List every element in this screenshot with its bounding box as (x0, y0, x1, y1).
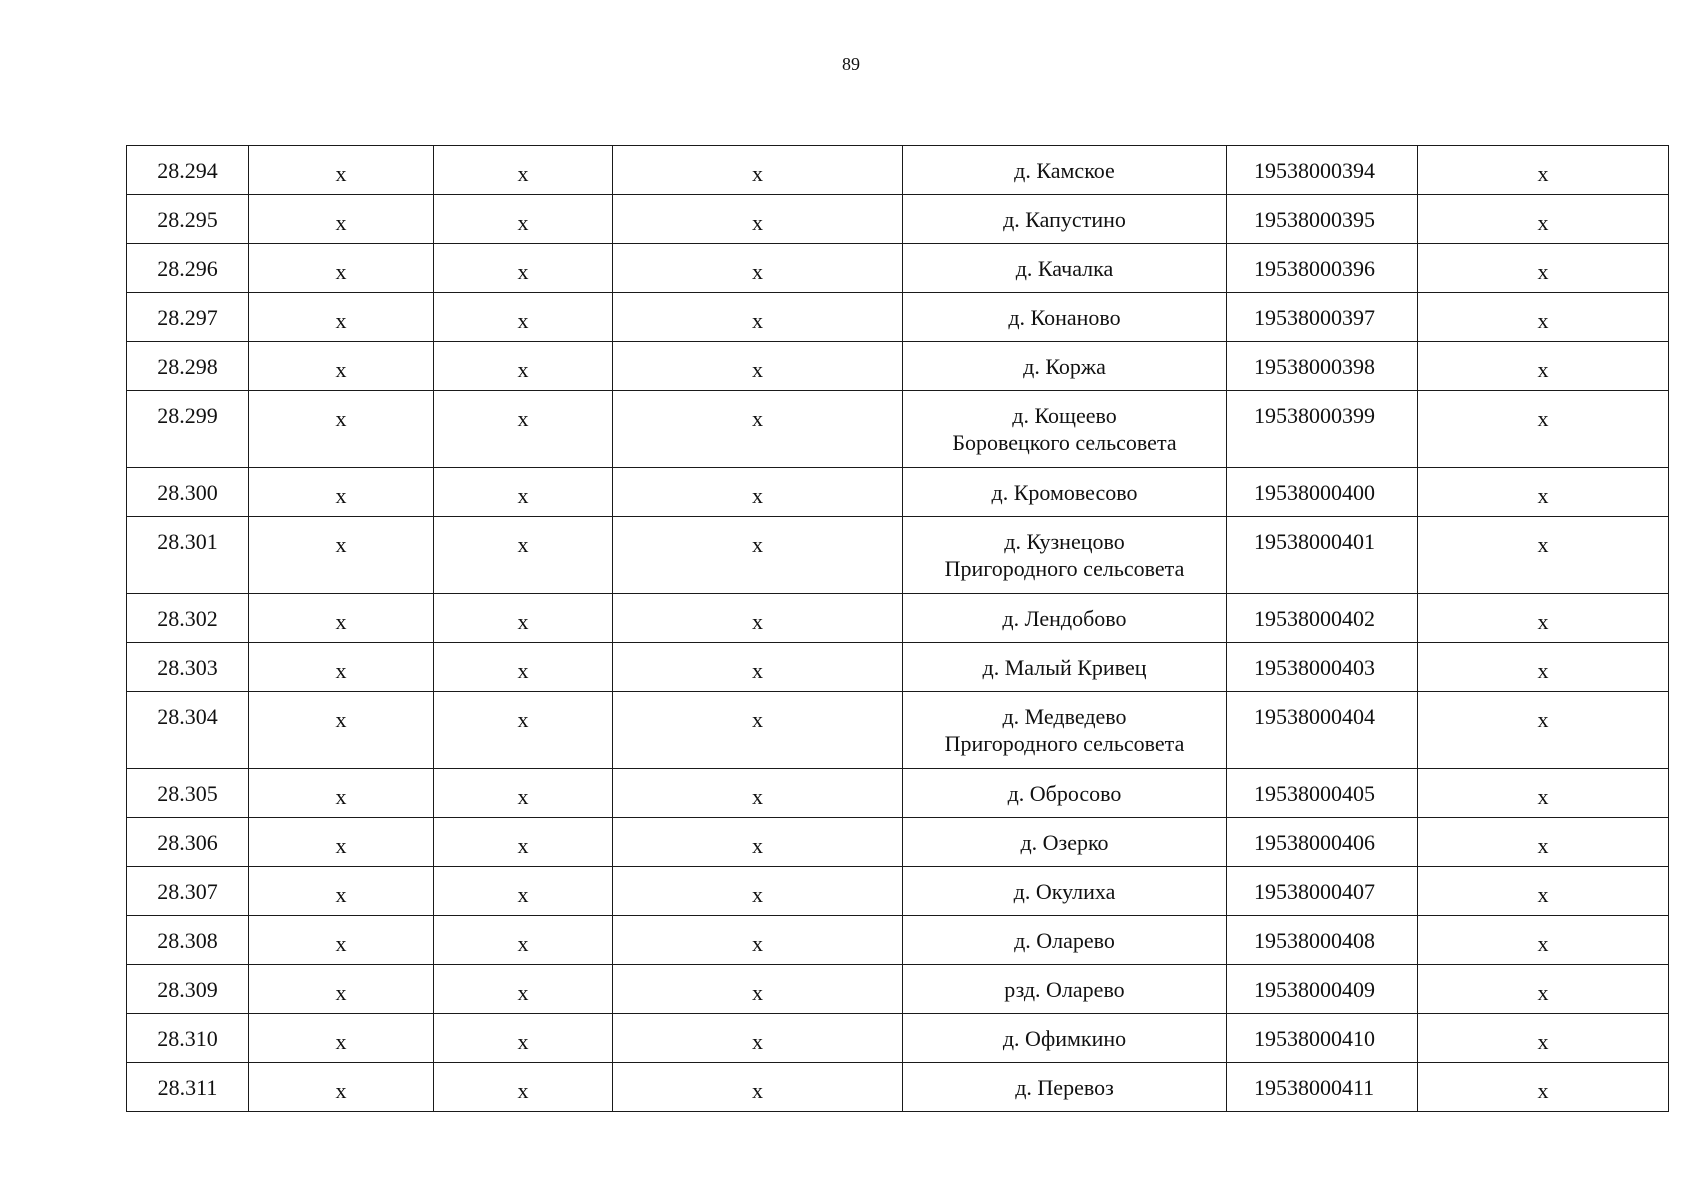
x-cell (434, 195, 613, 244)
x-cell-text: x (335, 882, 347, 907)
x-cell-text: x (1537, 532, 1549, 557)
x-cell-text: x (1537, 210, 1549, 235)
x-cell (249, 818, 434, 867)
x-cell (434, 867, 613, 916)
settlement-name-lines (903, 244, 1226, 282)
oktmo-code-cell-text: 19538000411 (1254, 1075, 1375, 1100)
x-cell (1418, 643, 1669, 692)
x-cell (249, 244, 434, 293)
x-cell (249, 146, 434, 195)
x-cell-text: x (335, 833, 347, 858)
x-cell (1418, 692, 1669, 769)
x-cell (1418, 594, 1669, 643)
row-number-cell (127, 1063, 249, 1112)
oktmo-code-cell-text: 19538000410 (1254, 1026, 1375, 1051)
row-number-cell-text: 28.295 (157, 207, 218, 232)
oktmo-code-cell-text: 19538000397 (1254, 305, 1375, 330)
x-cell-text: x (517, 210, 529, 235)
x-cell-text: x (517, 483, 529, 508)
oktmo-code-cell (1227, 692, 1418, 769)
x-cell (434, 517, 613, 594)
row-number-cell (127, 517, 249, 594)
table-row (127, 594, 1669, 643)
row-number-cell (127, 594, 249, 643)
x-cell (249, 1063, 434, 1112)
row-number-cell-text: 28.305 (157, 781, 218, 806)
oktmo-code-cell (1227, 643, 1418, 692)
oktmo-code-cell (1227, 195, 1418, 244)
x-cell (613, 818, 903, 867)
x-cell-text: x (517, 161, 529, 186)
oktmo-code-cell (1227, 1014, 1418, 1063)
x-cell (613, 769, 903, 818)
oktmo-code-cell-text: 19538000394 (1254, 158, 1375, 183)
x-cell (249, 965, 434, 1014)
x-cell (613, 643, 903, 692)
x-cell-text: x (335, 658, 347, 683)
oktmo-code-cell (1227, 391, 1418, 468)
oktmo-code-cell (1227, 293, 1418, 342)
x-cell-text: x (752, 784, 763, 809)
x-cell-text: x (335, 609, 347, 634)
x-cell (1418, 769, 1669, 818)
oktmo-code-cell (1227, 146, 1418, 195)
x-cell (613, 965, 903, 1014)
settlement-name-cell (903, 1014, 1227, 1063)
settlement-name-cell (903, 818, 1227, 867)
x-cell-text: x (1537, 259, 1549, 284)
x-cell-text: x (335, 784, 347, 809)
settlement-name-cell (903, 391, 1227, 468)
table-row (127, 244, 1669, 293)
x-cell (434, 293, 613, 342)
x-cell (434, 818, 613, 867)
oktmo-code-cell-text: 19538000396 (1254, 256, 1375, 281)
x-cell-text: x (517, 784, 529, 809)
x-cell-text: x (1537, 406, 1549, 431)
x-cell-text: x (752, 210, 763, 235)
oktmo-code-cell-text: 19538000398 (1254, 354, 1375, 379)
x-cell (434, 244, 613, 293)
x-cell-text: x (752, 931, 763, 956)
settlement-name-lines (903, 916, 1226, 954)
x-cell-text: x (517, 308, 529, 333)
row-number-cell (127, 692, 249, 769)
x-cell-text: x (1537, 1029, 1549, 1054)
x-cell (1418, 468, 1669, 517)
row-number-cell (127, 916, 249, 965)
settlement-name-lines (903, 594, 1226, 632)
x-cell (249, 517, 434, 594)
x-cell (1418, 1014, 1669, 1063)
settlement-name-lines (903, 146, 1226, 184)
x-cell-text: x (752, 658, 763, 683)
settlement-name-lines (903, 195, 1226, 233)
table-row (127, 1063, 1669, 1112)
settlement-name-lines (903, 643, 1226, 681)
settlement-name-line: д. Кощеево (1012, 403, 1117, 428)
settlement-name-line: д. Озерко (1020, 830, 1109, 855)
table-row (127, 1014, 1669, 1063)
x-cell (249, 1014, 434, 1063)
row-number-cell-text: 28.299 (157, 403, 218, 428)
table-row (127, 867, 1669, 916)
x-cell (249, 391, 434, 468)
x-cell (613, 293, 903, 342)
settlements-table (126, 145, 1669, 1112)
x-cell-text: x (752, 406, 763, 431)
table-row (127, 391, 1669, 468)
x-cell (613, 342, 903, 391)
table-row (127, 643, 1669, 692)
x-cell-text: x (752, 1078, 763, 1103)
x-cell (434, 769, 613, 818)
oktmo-code-cell (1227, 244, 1418, 293)
x-cell (434, 916, 613, 965)
x-cell-text: x (335, 483, 347, 508)
x-cell-text: x (1537, 609, 1549, 634)
x-cell-text: x (1537, 161, 1549, 186)
x-cell-text: x (517, 707, 529, 732)
x-cell (434, 1014, 613, 1063)
settlement-name-line: д. Кузнецово (1004, 529, 1125, 554)
row-number-cell-text: 28.298 (157, 354, 218, 379)
settlement-name-cell (903, 468, 1227, 517)
row-number-cell-text: 28.297 (157, 305, 218, 330)
oktmo-code-cell-text: 19538000407 (1254, 879, 1375, 904)
x-cell-text: x (1537, 931, 1549, 956)
oktmo-code-cell-text: 19538000405 (1254, 781, 1375, 806)
row-number-cell (127, 468, 249, 517)
x-cell-text: x (752, 357, 763, 382)
x-cell-text: x (335, 308, 347, 333)
oktmo-code-cell (1227, 342, 1418, 391)
table-row (127, 769, 1669, 818)
x-cell (613, 468, 903, 517)
oktmo-code-cell-text: 19538000400 (1254, 480, 1375, 505)
oktmo-code-cell (1227, 769, 1418, 818)
x-cell (249, 643, 434, 692)
x-cell-text: x (752, 1029, 763, 1054)
x-cell (1418, 916, 1669, 965)
x-cell (1418, 195, 1669, 244)
x-cell (434, 391, 613, 468)
settlement-name-line: рзд. Оларево (1004, 977, 1125, 1002)
x-cell (613, 1014, 903, 1063)
settlement-name-cell (903, 965, 1227, 1014)
settlement-name-lines (903, 293, 1226, 331)
oktmo-code-cell (1227, 818, 1418, 867)
x-cell-text: x (1537, 357, 1549, 382)
table-row (127, 818, 1669, 867)
table-row (127, 195, 1669, 244)
oktmo-code-cell-text: 19538000406 (1254, 830, 1375, 855)
x-cell-text: x (1537, 658, 1549, 683)
settlement-name-cell (903, 916, 1227, 965)
settlement-name-cell (903, 594, 1227, 643)
row-number-cell (127, 965, 249, 1014)
x-cell-text: x (1537, 784, 1549, 809)
x-cell (434, 342, 613, 391)
settlement-name-lines (903, 692, 1226, 757)
row-number-cell-text: 28.301 (157, 529, 218, 554)
settlement-name-line: д. Кромовесово (991, 480, 1138, 505)
x-cell-text: x (517, 980, 529, 1005)
settlement-name-line: д. Обросово (1007, 781, 1122, 806)
table-row (127, 468, 1669, 517)
row-number-cell-text: 28.306 (157, 830, 218, 855)
settlement-name-line: д. Малый Кривец (982, 655, 1147, 680)
x-cell-text: x (517, 1029, 529, 1054)
row-number-cell-text: 28.304 (157, 704, 218, 729)
x-cell (1418, 244, 1669, 293)
row-number-cell-text: 28.307 (157, 879, 218, 904)
x-cell-text: x (752, 609, 763, 634)
x-cell-text: x (752, 259, 763, 284)
settlement-name-line: д. Оларево (1014, 928, 1115, 953)
settlement-name-lines (903, 391, 1226, 456)
x-cell (249, 867, 434, 916)
x-cell (1418, 293, 1669, 342)
x-cell (613, 146, 903, 195)
row-number-cell (127, 391, 249, 468)
oktmo-code-cell-text: 19538000395 (1254, 207, 1375, 232)
settlement-name-line: д. Лендобово (1002, 606, 1127, 631)
x-cell (249, 692, 434, 769)
settlement-name-line: д. Качалка (1015, 256, 1114, 281)
x-cell (434, 692, 613, 769)
settlement-name-lines (903, 517, 1226, 582)
x-cell-text: x (517, 609, 529, 634)
settlement-name-line: д. Конаново (1008, 305, 1121, 330)
settlement-name-cell (903, 643, 1227, 692)
settlement-name-line: д. Капустино (1003, 207, 1126, 232)
x-cell (434, 1063, 613, 1112)
oktmo-code-cell-text: 19538000409 (1254, 977, 1375, 1002)
x-cell-text: x (335, 357, 347, 382)
oktmo-code-cell (1227, 1063, 1418, 1112)
row-number-cell (127, 867, 249, 916)
x-cell (249, 916, 434, 965)
oktmo-code-cell (1227, 594, 1418, 643)
x-cell (613, 692, 903, 769)
oktmo-code-cell (1227, 965, 1418, 1014)
settlement-name-lines (903, 769, 1226, 807)
settlement-name-lines (903, 867, 1226, 905)
x-cell (613, 244, 903, 293)
x-cell (613, 517, 903, 594)
settlement-name-lines (903, 818, 1226, 856)
settlement-name-cell (903, 244, 1227, 293)
settlement-name-lines (903, 342, 1226, 380)
row-number-cell-text: 28.294 (157, 158, 218, 183)
x-cell-text: x (752, 308, 763, 333)
x-cell-text: x (517, 1078, 529, 1103)
x-cell-text: x (335, 161, 347, 186)
settlement-name-lines (903, 1063, 1226, 1101)
settlement-name-line: Боровецкого сельсовета (952, 430, 1177, 455)
row-number-cell-text: 28.309 (157, 977, 218, 1002)
x-cell-text: x (1537, 980, 1549, 1005)
settlement-name-lines (903, 468, 1226, 506)
settlement-name-cell (903, 769, 1227, 818)
x-cell (434, 965, 613, 1014)
x-cell (249, 594, 434, 643)
x-cell-text: x (335, 406, 347, 431)
x-cell (613, 391, 903, 468)
oktmo-code-cell (1227, 916, 1418, 965)
x-cell-text: x (335, 931, 347, 956)
settlement-name-cell (903, 293, 1227, 342)
settlement-name-cell (903, 867, 1227, 916)
table-row (127, 517, 1669, 594)
x-cell-text: x (335, 210, 347, 235)
x-cell-text: x (335, 980, 347, 1005)
table-row (127, 692, 1669, 769)
x-cell-text: x (1537, 308, 1549, 333)
x-cell (1418, 818, 1669, 867)
oktmo-code-cell-text: 19538000408 (1254, 928, 1375, 953)
x-cell (613, 916, 903, 965)
settlement-name-cell (903, 146, 1227, 195)
x-cell-text: x (752, 882, 763, 907)
row-number-cell (127, 342, 249, 391)
x-cell-text: x (335, 707, 347, 732)
settlement-name-cell (903, 692, 1227, 769)
x-cell (613, 1063, 903, 1112)
x-cell (1418, 965, 1669, 1014)
oktmo-code-cell-text: 19538000402 (1254, 606, 1375, 631)
x-cell (249, 769, 434, 818)
x-cell (249, 468, 434, 517)
settlement-name-line: Пригородного сельсовета (944, 731, 1185, 756)
row-number-cell (127, 1014, 249, 1063)
x-cell-text: x (752, 980, 763, 1005)
x-cell-text: x (752, 532, 763, 557)
settlement-name-line: д. Офимкино (1002, 1026, 1127, 1051)
table-row (127, 146, 1669, 195)
x-cell-text: x (1537, 483, 1549, 508)
x-cell-text: x (335, 1029, 347, 1054)
x-cell (613, 867, 903, 916)
settlement-name-line: д. Камское (1014, 158, 1115, 183)
settlement-name-cell (903, 195, 1227, 244)
row-number-cell-text: 28.296 (157, 256, 218, 281)
row-number-cell (127, 769, 249, 818)
row-number-cell (127, 146, 249, 195)
x-cell (1418, 146, 1669, 195)
settlement-name-cell (903, 517, 1227, 594)
row-number-cell-text: 28.308 (157, 928, 218, 953)
x-cell-text: x (517, 931, 529, 956)
x-cell-text: x (752, 161, 763, 186)
oktmo-code-cell-text: 19538000404 (1254, 704, 1375, 729)
x-cell-text: x (517, 357, 529, 382)
x-cell (1418, 342, 1669, 391)
settlement-name-cell (903, 1063, 1227, 1112)
x-cell-text: x (1537, 882, 1549, 907)
row-number-cell (127, 643, 249, 692)
page-number: 89 (842, 54, 860, 74)
x-cell-text: x (517, 882, 529, 907)
x-cell (249, 342, 434, 391)
oktmo-code-cell (1227, 468, 1418, 517)
x-cell-text: x (1537, 707, 1549, 732)
x-cell-text: x (752, 483, 763, 508)
row-number-cell-text: 28.311 (157, 1075, 218, 1100)
oktmo-code-cell (1227, 517, 1418, 594)
x-cell-text: x (1537, 833, 1549, 858)
x-cell (613, 195, 903, 244)
table-row (127, 342, 1669, 391)
x-cell-text: x (752, 707, 763, 732)
x-cell-text: x (335, 259, 347, 284)
oktmo-code-cell (1227, 867, 1418, 916)
x-cell-text: x (335, 1078, 347, 1103)
x-cell (1418, 867, 1669, 916)
x-cell (249, 195, 434, 244)
oktmo-code-cell-text: 19538000401 (1254, 529, 1375, 554)
x-cell (1418, 517, 1669, 594)
x-cell-text: x (752, 833, 763, 858)
x-cell (434, 146, 613, 195)
settlement-name-lines (903, 965, 1226, 1003)
x-cell (1418, 1063, 1669, 1112)
row-number-cell (127, 244, 249, 293)
x-cell-text: x (517, 259, 529, 284)
x-cell-text: x (517, 658, 529, 683)
x-cell-text: x (1537, 1078, 1549, 1103)
x-cell (434, 594, 613, 643)
row-number-cell-text: 28.310 (157, 1026, 218, 1051)
settlement-name-line: д. Окулиха (1013, 879, 1116, 904)
oktmo-code-cell-text: 19538000399 (1254, 403, 1375, 428)
row-number-cell-text: 28.302 (157, 606, 218, 631)
row-number-cell (127, 195, 249, 244)
row-number-cell-text: 28.303 (157, 655, 218, 680)
settlement-name-lines (903, 1014, 1226, 1052)
row-number-cell (127, 818, 249, 867)
x-cell (613, 594, 903, 643)
x-cell (1418, 391, 1669, 468)
oktmo-code-cell-text: 19538000403 (1254, 655, 1375, 680)
x-cell (434, 643, 613, 692)
table-row (127, 965, 1669, 1014)
settlement-name-line: д. Коржа (1023, 354, 1106, 379)
table-body (127, 146, 1669, 1112)
x-cell-text: x (517, 406, 529, 431)
x-cell-text: x (335, 532, 347, 557)
x-cell-text: x (517, 532, 529, 557)
table-row (127, 293, 1669, 342)
settlement-name-line: Пригородного сельсовета (944, 556, 1185, 581)
x-cell (434, 468, 613, 517)
x-cell-text: x (517, 833, 529, 858)
settlement-name-line: д. Перевоз (1015, 1075, 1114, 1100)
settlement-name-line: д. Медведево (1002, 704, 1127, 729)
row-number-cell (127, 293, 249, 342)
row-number-cell-text: 28.300 (157, 480, 218, 505)
x-cell (249, 293, 434, 342)
table-row (127, 916, 1669, 965)
settlement-name-cell (903, 342, 1227, 391)
